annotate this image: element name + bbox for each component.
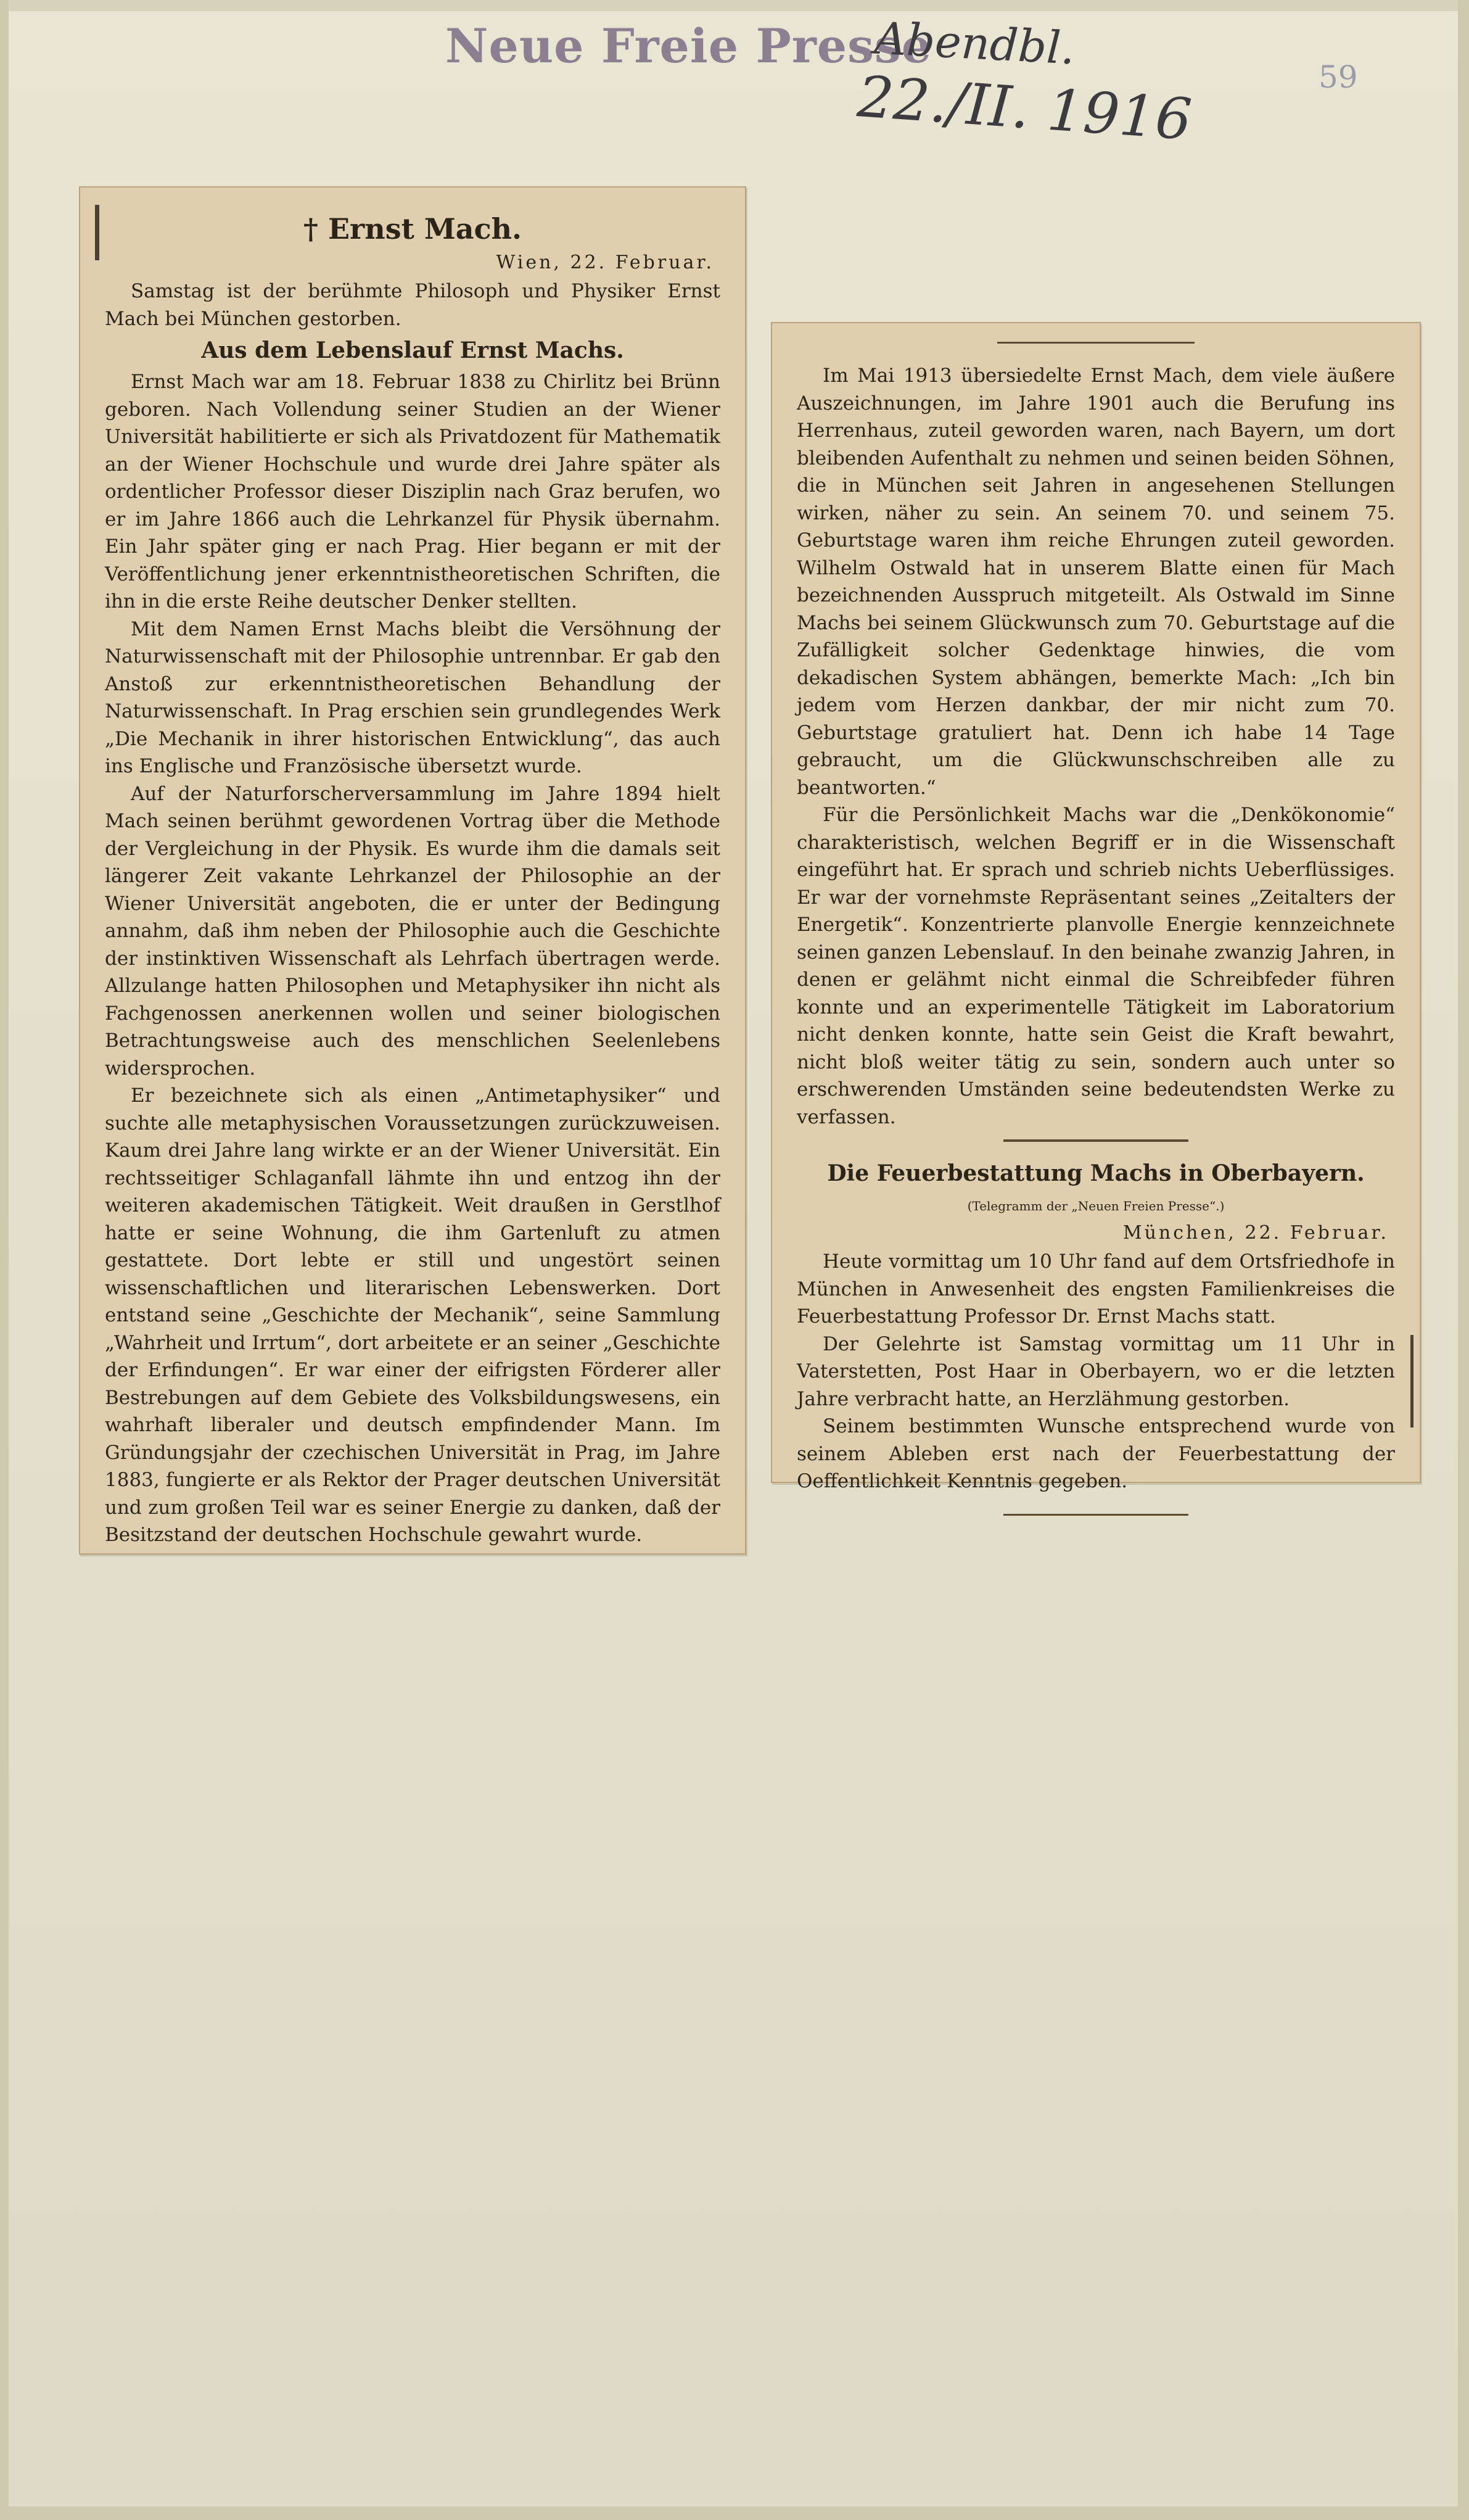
column-top-rule <box>997 342 1195 344</box>
clipping-margin-bar <box>1410 1335 1413 1427</box>
telegram-credit: (Telegramm der „Neuen Freien Presse“.) <box>967 1199 1225 1213</box>
section-divider <box>1003 1139 1188 1142</box>
newspaper-stamp: Neue Freie Presse <box>445 19 932 73</box>
page-number: 59 <box>1319 59 1358 95</box>
article-end-rule <box>1003 1514 1188 1516</box>
obituary-subheadline: Aus dem Lebenslauf Ernst Machs. <box>201 337 624 363</box>
cremation-paragraph: Der Gelehrte ist Samstag vormittag um 11 Uhr in Vaterstetten, Post Haar in Oberbayern, wo er die letzten Jahre verbracht hatte, an Herzlähmung gestorben. <box>797 1332 1395 1410</box>
handwritten-date: 22./II. 1916 <box>855 64 1194 153</box>
obituary-paragraph: Samstag ist der berühmte Philosoph und Physiker Ernst Mach bei München gestorben. <box>105 280 720 330</box>
clipping-continuation <box>771 322 1421 1492</box>
sheet-top-edge <box>0 0 1469 11</box>
continuation-paragraph: Für die Persönlichkeit Machs war die „Denkökonomie“ charakteristisch, welchen Begriff er in die Wissenschaft eingeführt hat. Er sprach und schrieb nichts Ueberflüssiges. Er war der vornehmste Repräsentant seines „Zeitalters der Energetik“. Konzentrierte planvolle Energie kennzeichnete seinen ganzen Lebenslauf. In den beinahe zwanzig Jahren, in denen er gelähmt nicht einmal die Schreibfeder führen konnte und an experimentelle Tätigkeit im Laboratorium nicht denken konnte, hatte sein Geist die Kraft bewahrt, nicht bloß weiter tätig zu sein, sondern auch unter so erschwerenden Umständen seine bedeutendsten Werke zu verfassen. <box>797 804 1395 1128</box>
cremation-dateline: München, 22. Februar. <box>1122 1222 1389 1244</box>
handwritten-edition: Abendbl. <box>873 12 1077 75</box>
clipping-obituary <box>79 186 746 1555</box>
obituary-dateline: Wien, 22. Februar. <box>496 252 714 273</box>
cremation-paragraph: Seinem bestimmten Wunsche entsprechend wurde von seinem Ableben erst nach der Feuerbestattung der Oeffentlichkeit Kenntnis gegeben. <box>797 1415 1395 1492</box>
sheet-bottom-edge <box>0 2506 1469 2520</box>
obituary-paragraph: Er bezeichnete sich als einen „Antimetaphysiker“ und suchte alle metaphysischen Voraussetzungen zurückzuweisen. Kaum drei Jahre lang wirkte er an der Wiener Universität. Ein rechtsseitiger Schlaganfall lähmte ihn und entzog ihn der weiteren akademischen Tätigkeit. Weit draußen in Gerstlhof hatte er seine Wohnung, die ihm Gartenluft zu atmen gestattete. Dort lebte er still und ungestört seinen wissenschaftlichen und literarischen Lebenswerken. Dort entstand seine „Geschichte der Mechanik“, seine Sammlung „Wahrheit und Irrtum“, dort arbeitete er an seiner „Geschichte der Erfindungen“. Er war einer der eifrigsten Förderer aller Bestrebungen auf dem Gebiete des Volksbildungswesens, ein wahrhaft liberaler und deutsch empfindender Mann. Im Gründungsjahr der czechischen Universität in Prag, im Jahre 1883, fungierte er als Rektor der Prager deutschen Universität und zum großen Teil war es seiner Energie zu danken, daß der Besitzstand der deutschen Hochschule gewahrt wurde. <box>105 1084 720 1546</box>
cremation-paragraph: Heute vormittag um 10 Uhr fand auf dem Ortsfriedhofe in München in Anwesenheit des engsten Familienkreises die Feuerbestattung Professor Dr. Ernst Machs statt. <box>797 1250 1395 1328</box>
clipping-margin-bar <box>95 205 99 260</box>
obituary-headline: † Ernst Mach. <box>303 212 522 246</box>
cremation-headline: Die Feuerbestattung Machs in Oberbayern. <box>827 1160 1365 1186</box>
continuation-paragraph: Im Mai 1913 übersiedelte Ernst Mach, dem viele äußere Auszeichnungen, im Jahre 1901 auch die Berufung ins Herrenhaus, zuteil geworden waren, nach Bayern, um dort bleibenden Aufenthalt zu nehmen und seinen beiden Söhnen, die in München seit Jahren in angesehenen Stellungen wirken, näher zu sein. An seinem 70. und seinem 75. Geburtstage waren ihm reiche Ehrungen zuteil geworden. Wilhelm Ostwald hat in unserem Blatte einen für Mach bezeichnenden Ausspruch mitgeteilt. Als Ostwald im Sinne Machs bei seinem Glückwunsch zum 70. Geburtstage auf die Zufälligkeit solcher Gedenktage hinwies, die vom dekadischen System abhängen, bemerkte Mach: „Ich bin jedem vom Herzen dankbar, der mir nicht zum 70. Geburtstage gratuliert hat. Denn ich habe 14 Tage gebraucht, um die Glückwunschschreiben alle zu beantworten.“ <box>797 365 1395 799</box>
sheet-left-edge <box>0 0 9 2520</box>
obituary-paragraph: Mit dem Namen Ernst Machs bleibt die Versöhnung der Naturwissenschaft mit der Philosophie untrennbar. Er gab den Anstoß zur erkenntnistheoretischen Behandlung der Naturwissenschaft. In Prag erschien sein grundlegendes Werk „Die Mechanik in ihrer historischen Entwicklung“, das auch ins Englische und Französische übersetzt wurde. <box>105 618 720 777</box>
obituary-paragraph: Ernst Mach war am 18. Februar 1838 zu Chirlitz bei Brünn geboren. Nach Vollendung seiner Studien an der Wiener Universität habilitierte er sich als Privatdozent für Mathematik an der Wiener Hochschule und wurde drei Jahre später als ordentlicher Professor dieser Disziplin nach Graz berufen, wo er im Jahre 1866 auch die Lehrkanzel für Physik übernahm. Ein Jahr später ging er nach Prag. Hier begann er mit der Veröffentlichung jener erkenntnistheoretischen Schriften, die ihn in die erste Reihe deutscher Denker stellten. <box>105 371 720 613</box>
obituary-paragraph: Auf der Naturforscherversammlung im Jahre 1894 hielt Mach seinen berühmt gewordenen Vortrag über die Methode der Vergleichung in der Physik. Es wurde ihm die damals seit längerer Zeit vakante Lehrkanzel der Philosophie an der Wiener Universität angeboten, die er unter der Bedingung annahm, daß ihm neben der Philosophie auch die Geschichte der instinktiven Wissenschaft als Lehrfach übertragen werde. Allzulange hatten Philosophen und Metaphysiker ihn nicht als Fachgenossen anerkennen wollen und seiner biologischen Betrachtungsweise auch des menschlichen Seelenlebens widersprochen. <box>105 782 720 1080</box>
sheet-right-edge <box>1458 0 1469 2520</box>
